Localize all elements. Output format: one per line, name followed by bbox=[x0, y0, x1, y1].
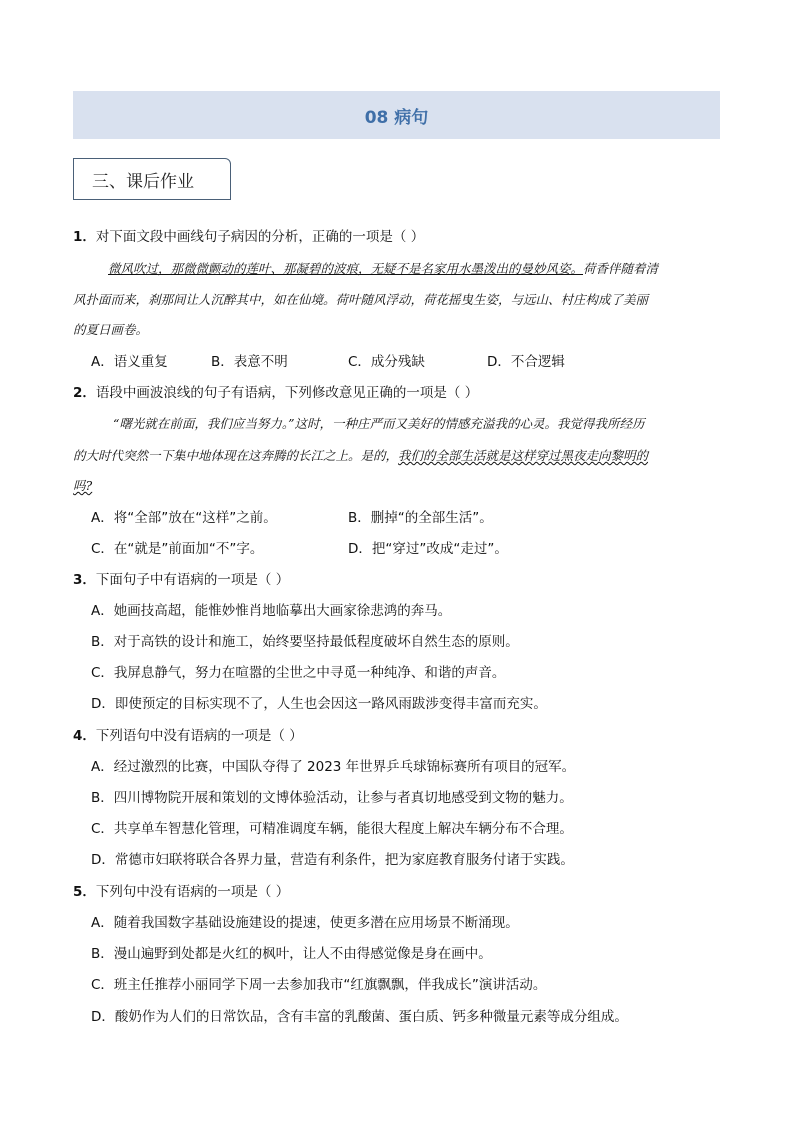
question-1-option-b[interactable]: B．表意不明 bbox=[211, 354, 288, 370]
question-2-option-c[interactable]: C．在“就是”前面加“不”字。 bbox=[91, 541, 264, 557]
question-4-option-d[interactable]: D．常德市妇联将联合各界力量，营造有利条件，把为家庭教育服务付诸于实践。 bbox=[91, 852, 574, 868]
question-2-stem bbox=[73, 383, 478, 403]
question-2-passage-line-3 bbox=[73, 476, 92, 496]
question-3-text: 下面句子中有语病的一项是（ ） bbox=[95, 572, 290, 588]
question-1-passage-line-1 bbox=[108, 259, 658, 279]
question-1-option-c[interactable]: C．成分残缺 bbox=[348, 354, 425, 370]
question-4-option-c[interactable]: C．共享单车智慧化管理，可精准调度车辆，能很大程度上解决车辆分布不合理。 bbox=[91, 821, 573, 837]
question-2-number: 2． bbox=[73, 385, 96, 401]
section-heading: 三、课后作业 bbox=[92, 171, 194, 192]
question-4-option-b[interactable]: B．四川博物院开展和策划的文博体验活动，让参与者真切地感受到文物的魅力。 bbox=[91, 790, 573, 806]
question-5-number: 5． bbox=[73, 884, 96, 900]
wavy-underlined-sentence-end: 吗? bbox=[73, 478, 93, 493]
question-5-text: 下列句中没有语病的一项是（ ） bbox=[95, 884, 290, 900]
question-5-option-d[interactable]: D．酸奶作为人们的日常饮品，含有丰富的乳酸菌、蛋白质、钙多种微量元素等成分组成。 bbox=[91, 1009, 628, 1025]
question-3-option-b[interactable]: B．对于高铁的设计和施工，始终要坚持最低程度破坏自然生态的原则。 bbox=[91, 634, 519, 650]
question-4-stem bbox=[73, 726, 303, 746]
question-3-number: 3． bbox=[73, 572, 96, 588]
question-2-option-b[interactable]: B．删掉“的全部生活”。 bbox=[348, 510, 493, 526]
question-1-options bbox=[91, 352, 711, 372]
section-heading-box bbox=[73, 158, 231, 200]
question-3-option-c[interactable]: C．我屏息静气，努力在喧嚣的尘世之中寻觅一种纯净、和谐的声音。 bbox=[91, 665, 506, 681]
question-2-text: 语段中画波浪线的句子有语病，下列修改意见正确的一项是（ ） bbox=[95, 385, 479, 401]
question-1-text: 对下面文段中画线句子病因的分析，正确的一项是（ ） bbox=[95, 229, 425, 245]
question-5-option-b[interactable]: B．漫山遍野到处都是火红的枫叶，让人不由得感觉像是身在画中。 bbox=[91, 946, 492, 962]
question-1-passage-line-3: 的夏日画卷。 bbox=[73, 322, 149, 337]
passage-text: 荷香伴随着清 bbox=[583, 261, 659, 276]
question-2-option-d[interactable]: D．把“穿过”改成“走过”。 bbox=[348, 541, 508, 557]
question-2-options-row-1 bbox=[91, 508, 711, 528]
question-3-option-a[interactable]: A．她画技高超，能惟妙惟肖地临摹出大画家徐悲鸿的奔马。 bbox=[91, 603, 452, 619]
question-5-option-a[interactable]: A．随着我国数字基础设施建设的提速，使更多潜在应用场景不断涌现。 bbox=[91, 915, 519, 931]
question-1-number: 1． bbox=[73, 229, 96, 245]
question-1-option-a[interactable]: A．语义重复 bbox=[91, 354, 168, 370]
question-2-passage-line-2 bbox=[73, 446, 648, 466]
question-1-stem bbox=[73, 227, 424, 247]
question-1-option-d[interactable]: D．不合逻辑 bbox=[487, 354, 565, 370]
question-5-option-c[interactable]: C．班主任推荐小丽同学下周一去参加我市“红旗飘飘，伴我成长”演讲活动。 bbox=[91, 977, 547, 993]
page-title-bar bbox=[73, 91, 720, 139]
wavy-underlined-sentence: 我们的全部生活就是这样穿过黑夜走向黎明的 bbox=[398, 448, 649, 463]
question-4-number: 4． bbox=[73, 728, 96, 744]
passage-text: 的大时代突然一下集中地体现在这奔腾的长江之上。是的， bbox=[73, 448, 399, 463]
question-4-text: 下列语句中没有语病的一项是（ ） bbox=[95, 728, 303, 744]
question-2-options-row-2 bbox=[91, 539, 711, 559]
question-4-option-a[interactable]: A．经过激烈的比赛，中国队夺得了 2023 年世界乒乓球锦标赛所有项目的冠军。 bbox=[91, 759, 576, 775]
question-1-passage-line-2: 风扑面而来，刹那间让人沉醉其中，如在仙境。荷叶随风浮动，荷花摇曳生姿，与远山、村庄构成了美丽 bbox=[73, 292, 649, 307]
question-2-option-a[interactable]: A．将“全部”放在“这样”之前。 bbox=[91, 510, 277, 526]
question-3-option-d[interactable]: D．即使预定的目标实现不了，人生也会因这一路风雨跋涉变得丰富而充实。 bbox=[91, 696, 547, 712]
question-2-passage-line-1: “曙光就在前面，我们应当努力。”这时，一种庄严而又美好的情感充溢我的心灵。我觉得我所经历 bbox=[113, 416, 645, 431]
page-title: 08 病句 bbox=[364, 107, 429, 128]
underlined-sentence: 微风吹过，那微微颤动的莲叶、那凝碧的波痕，无疑不是名家用水墨泼出的曼妙风姿。 bbox=[108, 261, 584, 276]
question-3-stem bbox=[73, 570, 289, 590]
question-5-stem bbox=[73, 882, 289, 902]
